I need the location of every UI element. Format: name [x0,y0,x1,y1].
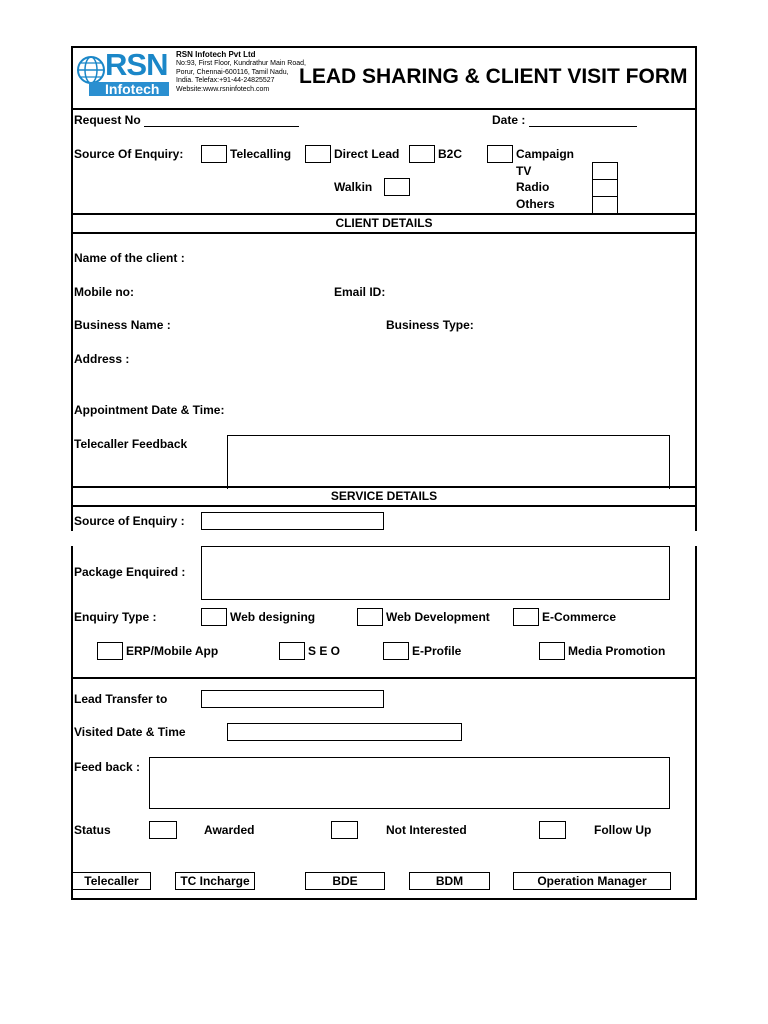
media-promotion-checkbox[interactable] [539,642,565,660]
not-interested-checkbox[interactable] [331,821,358,839]
address-label: Address : [74,352,130,366]
source-of-enquiry-label: Source Of Enquiry: [74,147,184,161]
email-label: Email ID: [334,285,386,299]
frame-right-upper [695,46,697,531]
address-line: India. Telefax:+91-44-24825527 [176,77,275,84]
logo-sub: Infotech [105,81,160,97]
feedback-field[interactable] [149,757,670,809]
radio-checkbox[interactable] [592,179,618,197]
visited-date-label: Visited Date & Time [74,725,186,739]
address-line: Website:www.rsninfotech.com [176,85,270,93]
date-field[interactable] [529,114,637,127]
telecaller-signature[interactable]: Telecaller [72,872,151,890]
seo-checkbox[interactable] [279,642,305,660]
service-divider [71,677,697,679]
eprofile-label: E-Profile [412,644,462,658]
appointment-label: Appointment Date & Time: [74,403,225,417]
walkin-label: Walkin [334,180,373,194]
tv-checkbox[interactable] [592,162,618,180]
telecalling-label: Telecalling [230,147,292,161]
direct-lead-label: Direct Lead [334,147,400,161]
package-label: Package Enquired : [74,565,186,579]
awarded-checkbox[interactable] [149,821,177,839]
b2c-checkbox[interactable] [409,145,435,163]
business-name-label: Business Name : [74,318,171,332]
not-interested-label: Not Interested [386,823,467,837]
client-name-label: Name of the client : [74,251,185,265]
company-name: RSN Infotech Pvt Ltd [176,50,256,59]
bde-signature[interactable]: BDE [305,872,385,890]
service-source-field[interactable] [201,512,384,530]
lead-transfer-label: Lead Transfer to [74,692,168,706]
operation-manager-signature[interactable]: Operation Manager [513,872,671,890]
web-development-checkbox[interactable] [357,608,383,626]
follow-up-checkbox[interactable] [539,821,566,839]
feedback-label: Feed back : [74,760,141,774]
service-details-heading: SERVICE DETAILS [72,486,696,507]
date-label: Date : [492,113,637,127]
lead-transfer-field[interactable] [201,690,384,708]
web-designing-checkbox[interactable] [201,608,227,626]
company-info [176,50,306,94]
business-type-label: Business Type: [386,318,474,332]
telecaller-feedback-field[interactable] [227,435,670,489]
frame-bottom [71,898,697,900]
ecommerce-label: E-Commerce [542,610,617,624]
erp-label: ERP/Mobile App [126,644,219,658]
walkin-checkbox[interactable] [384,178,410,196]
form-title: LEAD SHARING & CLIENT VISIT FORM [299,65,688,88]
header-divider [71,108,697,110]
others-label: Others [516,197,555,211]
telecalling-checkbox[interactable] [201,145,227,163]
company-logo [75,47,169,98]
web-development-label: Web Development [386,610,490,624]
seo-label: S E O [308,644,341,658]
frame-left-upper [71,46,73,531]
address-line: No:93, First Floor, Kundrathur Main Road, [176,60,306,67]
client-details-heading: CLIENT DETAILS [72,213,696,234]
package-field[interactable] [201,546,670,600]
bdm-signature[interactable]: BDM [409,872,490,890]
frame-right-lower [695,546,697,900]
telecaller-feedback-label: Telecaller Feedback [74,437,188,451]
eprofile-checkbox[interactable] [383,642,409,660]
frame-left-lower [71,546,73,900]
follow-up-label: Follow Up [594,823,652,837]
tv-label: TV [516,164,532,178]
b2c-label: B2C [438,147,463,161]
enquiry-type-label: Enquiry Type : [74,610,157,624]
direct-lead-checkbox[interactable] [305,145,331,163]
mobile-label: Mobile no: [74,285,134,299]
campaign-label: Campaign [516,147,575,161]
radio-label: Radio [516,180,550,194]
service-source-label: Source of Enquiry : [74,514,185,528]
address-line: Porur, Chennai-600116, Tamil Nadu, [176,68,289,76]
status-label: Status [74,823,111,837]
media-promotion-label: Media Promotion [568,644,666,658]
ecommerce-checkbox[interactable] [513,608,539,626]
tc-incharge-signature[interactable]: TC Incharge [175,872,255,890]
web-designing-label: Web designing [230,610,316,624]
visited-date-field[interactable] [227,723,462,741]
campaign-checkbox[interactable] [487,145,513,163]
erp-checkbox[interactable] [97,642,123,660]
logo-name: RSN [105,47,168,82]
request-no-field[interactable] [144,114,299,127]
request-no-label: Request No [74,113,299,127]
awarded-label: Awarded [204,823,255,837]
others-checkbox[interactable] [592,196,618,214]
